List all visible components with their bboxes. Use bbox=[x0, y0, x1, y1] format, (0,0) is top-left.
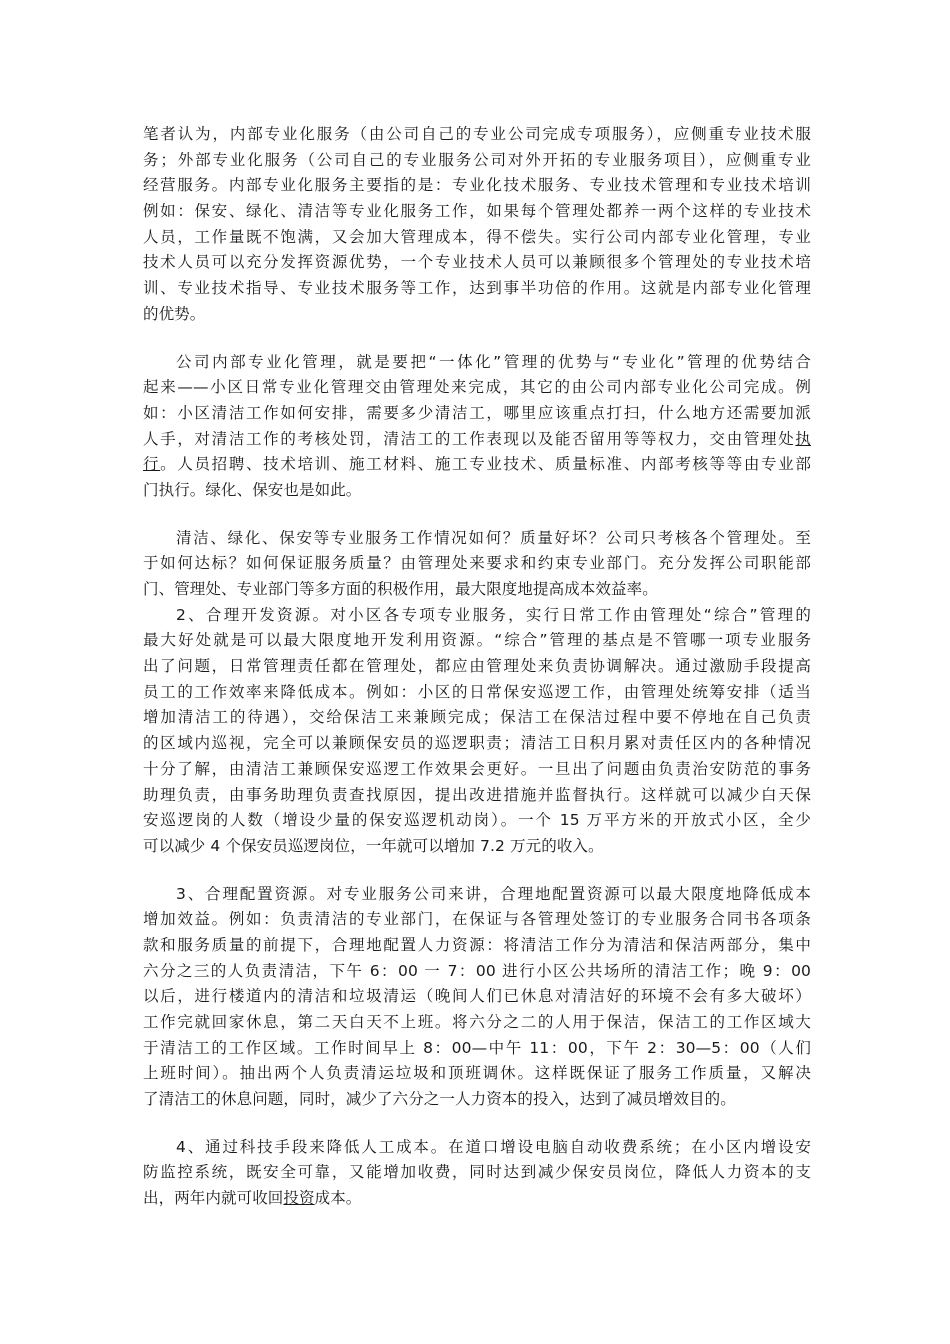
text-segment: 。人员招聘、技术培训、施工材料、施工专业技术、质量标准、内部考核等等由专业部 bbox=[160, 455, 811, 474]
paragraph-5 bbox=[143, 882, 811, 1113]
text-line: 门、管理处、专业部门等多方面的积极作用，最大限度地提高成本效益率。 bbox=[143, 580, 658, 598]
text-line: 安巡逻岗的人数（增设少量的保安巡逻机动岗）。一个 15 万平方米的开放式小区，全少 bbox=[143, 811, 811, 830]
text-line: 于清洁工的工作区域。工作时间早上 8：00—中午 11：00，下午 2：30—5：00（人们 bbox=[143, 1038, 811, 1057]
text-line: 增加效益。例如：负责清洁的专业部门，在保证与各管理处签订的专业服务合同书各项条 bbox=[143, 910, 811, 929]
text-line: 出了问题，日常管理责任都在管理处，都应由管理处来负责协调解决。通过激励手段提高 bbox=[143, 657, 811, 676]
text-line: 防监控系统，既安全可靠，又能增加收费，同时达到减少保安员岗位，降低人力资本的支 bbox=[143, 1163, 811, 1182]
text-line: 例如：保安、绿化、清洁等专业化服务工作，如果每个管理处都养一两个这样的专业技术 bbox=[143, 202, 811, 221]
text-line: 公司内部专业化管理，就是要把“一体化”管理的优势与“专业化”管理的优势结合 bbox=[176, 352, 811, 371]
paragraph-2 bbox=[143, 350, 811, 504]
text-line: 笔者认为，内部专业化服务（由公司自己的专业公司完成专项服务），应侧重专业技术服 bbox=[143, 125, 811, 143]
text-line bbox=[143, 452, 811, 478]
text-line: 助理负责，由事务助理负责查找原因，提出改进措施并监督执行。这样就可以减少白天保 bbox=[143, 785, 811, 804]
text-line bbox=[143, 1186, 811, 1212]
text-line: 六分之三的人负责清洁，下午 6：00 一 7：00 进行小区公共场所的清洁工作；晚 9：00 bbox=[143, 961, 811, 980]
text-line: 增加清洁工的待遇），交给保洁工来兼顾完成；保洁工在保洁过程中要不停地在自己负责 bbox=[143, 708, 811, 727]
text-line: 技术人员可以充分发挥资源优势，一个专业技术人员可以兼顾很多个管理处的专业技术培 bbox=[143, 253, 811, 272]
execute-link[interactable]: 执 bbox=[795, 429, 811, 448]
execute-link[interactable]: 行 bbox=[143, 455, 161, 474]
text-line: 员工的工作效率来降低成本。例如：小区的日常保安巡逻工作，由管理处统筹安排（适当 bbox=[143, 682, 811, 701]
text-line: 十分了解，由清洁工兼顾保安巡逻工作效果会更好。一旦出了问题由负责治安防范的事务 bbox=[143, 759, 811, 778]
paragraph-4 bbox=[143, 603, 811, 860]
text-line: 门执行。绿化、保安也是如此。 bbox=[143, 480, 362, 499]
investment-link[interactable]: 投资 bbox=[283, 1189, 315, 1208]
text-line: 起来——小区日常专业化管理交由管理处来完成，其它的由公司内部专业化公司完成。例 bbox=[143, 378, 811, 397]
text-line: 上班时间）。抽出两个人负责清运垃圾和顶班调休。这样既保证了服务工作质量，又解决 bbox=[143, 1064, 811, 1083]
text-line: 3、合理配置资源。对专业服务公司来讲，合理地配置资源可以最大限度地降低成本 bbox=[176, 884, 811, 903]
text-line: 经营服务。内部专业化服务主要指的是：专业化技术服务、专业技术管理和专业技术培训 bbox=[143, 176, 811, 195]
text-segment: 成本。 bbox=[314, 1189, 362, 1208]
paragraph-6 bbox=[143, 1135, 811, 1212]
text-line: 4、通过科技手段来降低人工成本。在道口增设电脑自动收费系统；在小区内增设安 bbox=[176, 1137, 811, 1156]
text-segment: 出，两年内就可收回 bbox=[143, 1189, 284, 1208]
paragraph-1 bbox=[143, 122, 811, 328]
text-line: 了清洁工的休息问题，同时，减少了六分之一人力资本的投入，达到了减员增效目的。 bbox=[143, 1090, 736, 1109]
text-line: 的优势。 bbox=[143, 304, 206, 323]
text-line: 2、合理开发资源。对小区各专项专业服务，实行日常工作由管理处“综合”管理的 bbox=[176, 605, 811, 624]
text-line: 训、专业技术指导、专业技术服务等工作，达到事半功倍的作用。这就是内部专业化管理 bbox=[143, 279, 811, 298]
text-line: 于如何达标？如何保证服务质量？由管理处来要求和约束专业部门。充分发挥公司职能部 bbox=[143, 554, 811, 573]
text-line: 可以减少 4 个保安员巡逻岗位，一年就可以增加 7.2 万元的收入。 bbox=[143, 836, 604, 855]
paragraph-3 bbox=[143, 526, 811, 603]
text-line: 工作完就回家休息，第二天白天不上班。将六分之二的人用于保洁，保洁工的工作区域大 bbox=[143, 1013, 811, 1031]
text-line: 款和服务质量的前提下，合理地配置人力资源：将清洁工作分为清洁和保洁两部分，集中 bbox=[143, 935, 811, 954]
document-body bbox=[143, 122, 811, 1212]
text-line: 的区域内巡视，完全可以兼顾保安员的巡逻职责；清洁工日积月累对责任区内的各种情况 bbox=[143, 734, 811, 753]
text-segment: 人手，对清洁工作的考核处罚，清洁工的工作表现以及能否留用等等权力，交由管理处 bbox=[143, 429, 796, 448]
text-line: 最大好处就是可以最大限度地开发利用资源。“综合”管理的基点是不管哪一项专业服务 bbox=[143, 631, 811, 650]
text-line: 如：小区清洁工作如何安排，需要多少清洁工，哪里应该重点打扫，什么地方还需要加派 bbox=[143, 403, 811, 422]
text-line: 清洁、绿化、保安等专业服务工作情况如何？质量好坏？公司只考核各个管理处。至 bbox=[176, 528, 811, 547]
text-line: 以后，进行楼道内的清洁和垃圾清运（晚间人们已休息对清洁好的环境不会有多大破坏） bbox=[143, 987, 811, 1006]
text-line: 人员，工作量既不饱满，又会加大管理成本，得不偿失。实行公司内部专业化管理，专业 bbox=[143, 227, 811, 246]
text-line: 务；外部专业化服务（公司自己的专业服务公司对外开拓的专业服务项目），应侧重专业 bbox=[143, 150, 811, 169]
text-line bbox=[143, 427, 811, 453]
